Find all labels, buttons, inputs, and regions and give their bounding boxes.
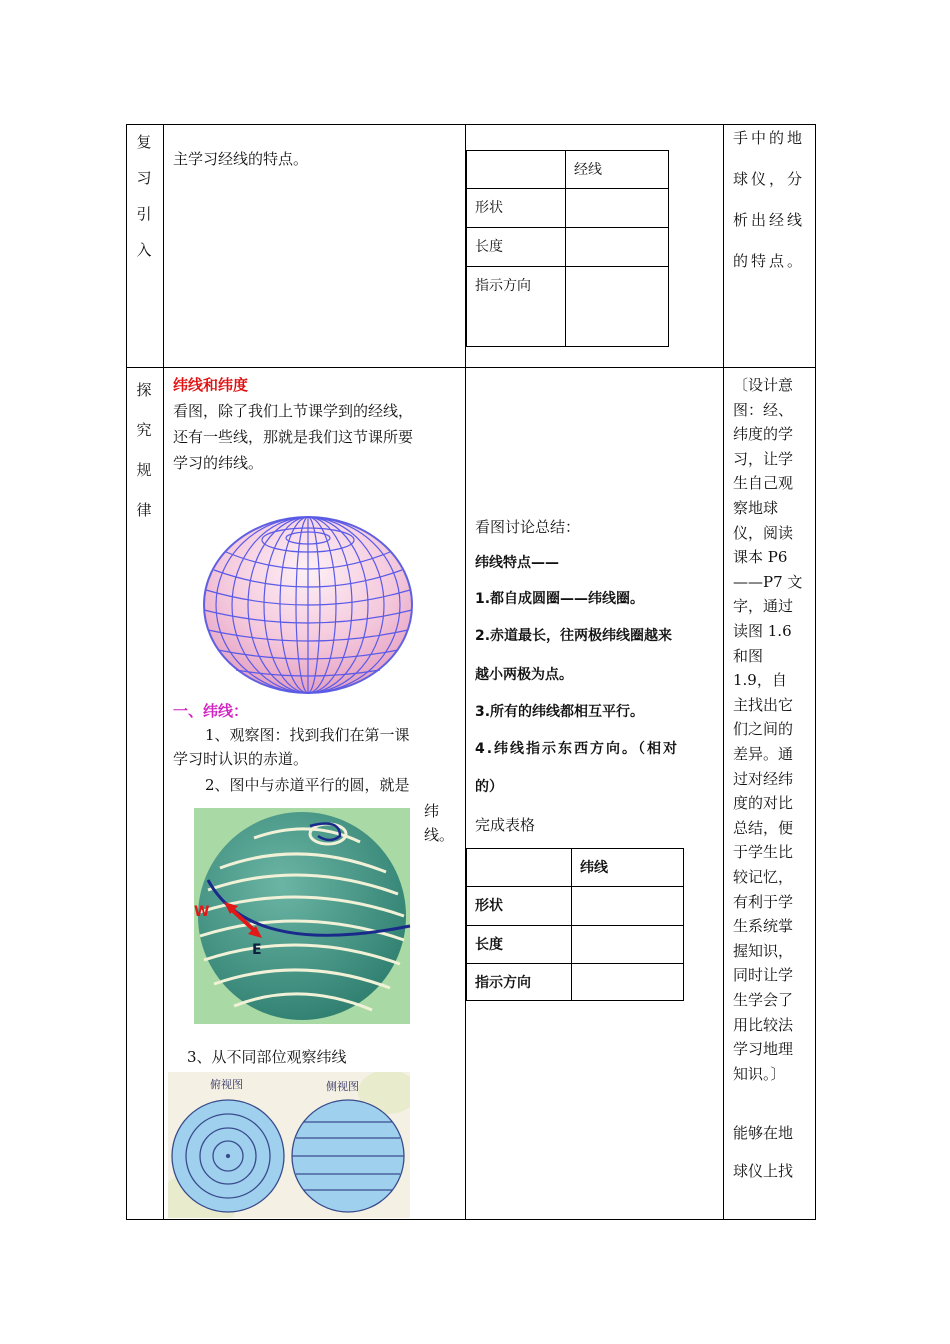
note-line: 用比较法 bbox=[733, 1015, 794, 1034]
note-line: 1.9，自 bbox=[733, 671, 787, 690]
side-view-label: 侧视图 bbox=[326, 1080, 359, 1093]
feature-line: 3.所有的纬线都相互平行。 bbox=[475, 704, 645, 720]
note-line: 和图 bbox=[733, 646, 764, 665]
features-title: 纬线特点—— bbox=[475, 555, 559, 571]
note-line: 察地球 bbox=[733, 499, 779, 517]
note-line: 主找出它 bbox=[733, 695, 794, 714]
note-line: 纬度的学 bbox=[733, 425, 794, 444]
note-line: 生自己观 bbox=[733, 474, 794, 493]
note-line: 有利于学 bbox=[733, 892, 794, 911]
table-cell bbox=[572, 964, 684, 1001]
summary-title: 看图讨论总结： bbox=[475, 518, 581, 536]
item2-tail: 纬 bbox=[424, 802, 440, 820]
table-top-border bbox=[126, 124, 816, 125]
table-header-meridian: 经线 bbox=[566, 151, 669, 189]
section-char: 入 bbox=[136, 241, 152, 259]
item2-tail: 线。 bbox=[424, 826, 455, 844]
table-cell bbox=[566, 267, 669, 347]
note-line: 析出经线 bbox=[733, 211, 806, 229]
note-line: 同时让学 bbox=[733, 966, 794, 985]
note-line: 度的对比 bbox=[733, 794, 794, 813]
table-row-label: 长度 bbox=[467, 228, 566, 267]
wireframe-globe-image bbox=[200, 512, 416, 698]
note-line: 球仪，分 bbox=[733, 170, 806, 188]
section-char: 引 bbox=[136, 205, 152, 223]
note-line: 习，让学 bbox=[733, 449, 794, 468]
feature-line: 2.赤道最长，往两极纬线圈越来 bbox=[475, 628, 673, 644]
table-cell bbox=[467, 151, 566, 189]
table-row-label: 形状 bbox=[467, 887, 572, 926]
table-cell bbox=[566, 228, 669, 267]
col-border-2 bbox=[163, 124, 164, 1220]
section-char: 律 bbox=[136, 501, 152, 519]
note-line: 们之间的 bbox=[733, 720, 794, 739]
table-row-label: 指示方向 bbox=[467, 267, 566, 347]
note-line: 课本 P6 bbox=[733, 548, 788, 567]
intro-line: 还有一些线，那就是我们这节课所要 bbox=[173, 428, 414, 446]
green-globe-image bbox=[190, 808, 412, 1024]
note-line: ——P7 文 bbox=[733, 572, 803, 591]
note-line: 知识。〕 bbox=[733, 1064, 786, 1083]
table-row-label: 指示方向 bbox=[467, 964, 572, 1001]
note-line: 握知识， bbox=[733, 941, 794, 960]
table-cell bbox=[467, 849, 572, 887]
feature-line: 越小两极为点。 bbox=[475, 667, 573, 683]
latitude-table bbox=[466, 848, 684, 1001]
section-char: 规 bbox=[136, 461, 152, 479]
note-line: 生系统掌 bbox=[733, 917, 794, 936]
note-line: 学习地理 bbox=[733, 1040, 794, 1059]
row-divider bbox=[126, 367, 816, 368]
item1-line: 1、观察图：找到我们在第一课 bbox=[205, 726, 410, 744]
col-border-5 bbox=[815, 124, 816, 1220]
note-line: 图：经、 bbox=[733, 400, 794, 419]
note-line: 仪，阅读 bbox=[733, 523, 794, 542]
west-label: W bbox=[194, 904, 210, 920]
complete-table-text: 完成表格 bbox=[475, 816, 536, 834]
col-border-1 bbox=[126, 124, 127, 1220]
note-line: 的特点。 bbox=[733, 252, 806, 270]
note-line: 字，通过 bbox=[733, 597, 794, 616]
feature-line: 1.都自成圆圈——纬线圈。 bbox=[475, 591, 645, 607]
note-line: 读图 1.6 bbox=[733, 622, 792, 640]
col-border-4 bbox=[723, 124, 724, 1220]
note-line: 较记忆， bbox=[733, 868, 794, 886]
table-cell bbox=[566, 189, 669, 228]
section-char: 探 bbox=[136, 381, 152, 399]
table-row-label: 形状 bbox=[467, 189, 566, 228]
note-line: 生学会了 bbox=[733, 991, 794, 1009]
feature-line: 的） bbox=[475, 779, 503, 795]
note-line: 差异。通 bbox=[733, 745, 794, 763]
section-char: 复 bbox=[136, 133, 152, 151]
review-main-text: 主学习经线的特点。 bbox=[173, 150, 309, 168]
intro-line: 看图，除了我们上节课学到的经线， bbox=[173, 402, 414, 420]
table-row-label: 长度 bbox=[467, 926, 572, 964]
note-line: 于学生比 bbox=[733, 843, 794, 862]
east-label: E bbox=[252, 942, 262, 958]
sub-heading-latitude: 一、纬线： bbox=[173, 702, 249, 720]
section-char: 究 bbox=[136, 421, 152, 439]
note-line: 过对经纬 bbox=[733, 769, 794, 788]
table-bottom-border bbox=[126, 1219, 816, 1220]
section-char: 习 bbox=[136, 169, 152, 187]
meridian-table bbox=[466, 150, 669, 347]
view-comparison-image bbox=[168, 1072, 410, 1218]
note-line: 〔设计意 bbox=[733, 376, 794, 394]
item1-line: 学习时认识的赤道。 bbox=[173, 750, 309, 768]
note-line: 球仪上找 bbox=[733, 1162, 794, 1180]
note-line: 手中的地 bbox=[733, 129, 806, 147]
intro-line: 学习的纬线。 bbox=[173, 454, 264, 472]
item2-line: 2、图中与赤道平行的圆，就是 bbox=[205, 776, 410, 794]
note-line: 总结，便 bbox=[733, 818, 794, 837]
top-view-label: 俯视图 bbox=[210, 1078, 243, 1091]
item3-text: 3、从不同部位观察纬线 bbox=[187, 1048, 347, 1066]
heading-latitude: 纬线和纬度 bbox=[173, 376, 249, 394]
note-line: 能够在地 bbox=[733, 1124, 794, 1142]
table-header-latitude: 纬线 bbox=[572, 849, 684, 887]
table-cell bbox=[572, 887, 684, 926]
table-cell bbox=[572, 926, 684, 964]
feature-line: 4.纬线指示东西方向。（相对 bbox=[475, 741, 680, 757]
